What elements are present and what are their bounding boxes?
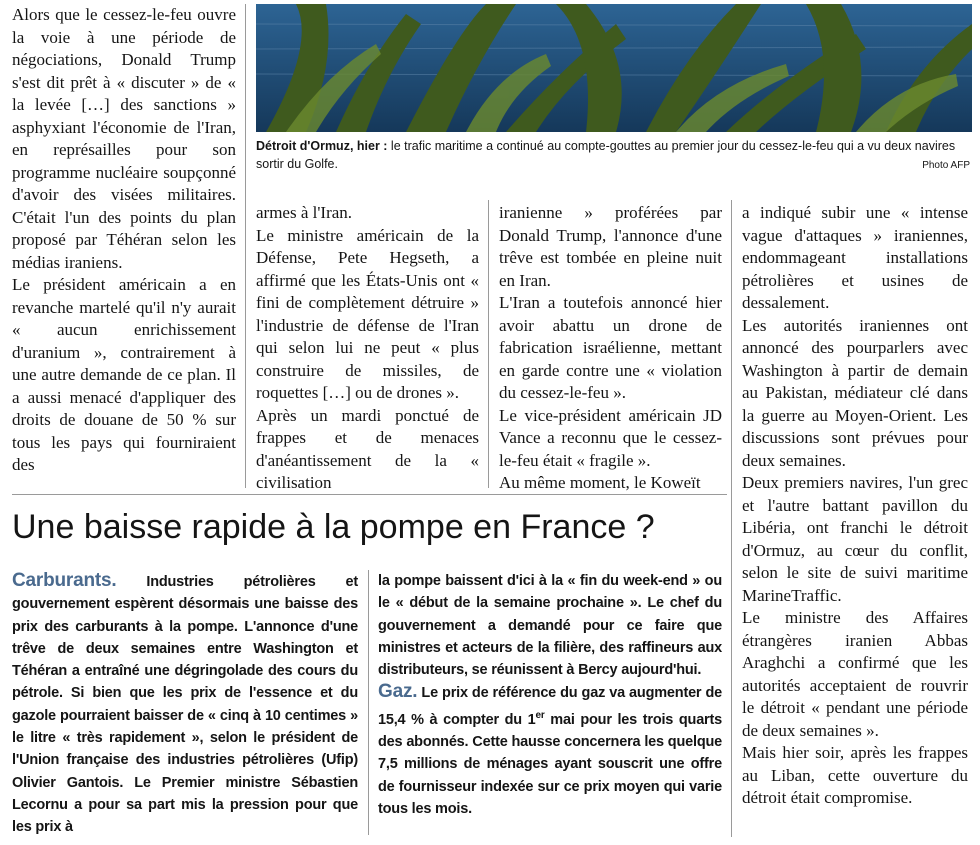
- brief-column-1: [12, 570, 358, 839]
- kicker-gaz: Gaz.: [378, 681, 418, 703]
- column-rule: [368, 570, 369, 835]
- paragraph: L'Iran a toutefois annoncé hier avoir abattu un drone de fabrication israélienne, mettant en garde contre une « violation du cessez-le-feu ».: [499, 293, 722, 402]
- brief-text: la pompe baissent d'ici à la « fin du week-end » ou le « début de la semaine prochaine ». Le chef du gouvernement a demandé pour ce faire que ministres et acteurs de la filière, des raffineurs aux distributeurs, se réunissent à Bercy aujourd'hui.: [378, 573, 722, 679]
- paragraph: a indiqué subir une « intense vague d'attaques » iraniennes, endommageant installations pétrolières et usines de dessalement.: [742, 203, 968, 312]
- paragraph: armes à l'Iran.: [256, 203, 353, 222]
- palm-trees-image: [256, 4, 972, 132]
- brief-column-2: [378, 570, 722, 820]
- paragraph: iranienne » proférées par Donald Trump, l'annonce d'une trêve est tombée en pleine nuit en Iran.: [499, 203, 722, 290]
- paragraph: Le vice-président américain JD Vance a reconnu que le cessez-le-feu était « fragile ».: [499, 405, 722, 470]
- headline: Une baisse rapide à la pompe en France ?: [12, 508, 655, 546]
- caption-text: le trafic maritime a continué au compte-gouttes au premier jour du cessez-le-feu qui a vu deux navires sortir du Golfe.: [256, 139, 956, 171]
- paragraph: Deux premiers navires, l'un grec et l'autre battant pavillon du Libéria, ont franchi le détroit d'Ormuz, au cœur du conflit, selon le site de suivi maritime MarineTraffic.: [742, 473, 968, 605]
- paragraph: Le ministre des Affaires étrangères iranien Abbas Araghchi a confirmé que les autorités acceptaient de rouvrir le détroit « pendant une période de deux semaines ».: [742, 608, 968, 740]
- column-rule: [245, 4, 246, 488]
- superscript: er: [535, 709, 545, 721]
- paragraph: Le ministre américain de la Défense, Pete Hegseth, a affirmé que les États-Unis ont « fini de complètement détruire » l'industrie de défense de l'Iran qui selon lui ne peut « plus construire de missiles, de roquettes […] ou de drones ».: [256, 225, 479, 402]
- column-rule: [488, 200, 489, 488]
- paragraph: Alors que le cessez-le-feu ouvre la voie à une période de négociations, Donald Trump s'est dit prêt à « discuter » de « la levée […] des sanctions » asphyxiant l'économie de l'Iran, en représailles pour son programme nucléaire soupçonné d'avoir des visées militaires. C'était l'un des points du plan proposé par Téhéran selon les médias iraniens.: [12, 5, 236, 272]
- article-column-2: [256, 202, 479, 495]
- photo-caption: [256, 137, 972, 173]
- column-rule: [731, 200, 732, 837]
- paragraph: Les autorités iraniennes ont annoncé des pourparlers avec Washington à partir de demain au Pakistan, médiateur clé dans la guerre au Moyen-Orient. Les discussions sont prévues pour deux semaines.: [742, 315, 968, 470]
- section-rule: [12, 494, 727, 495]
- paragraph: Mais hier soir, après les frappes au Liban, cette ouverture du détroit était compromise.: [742, 743, 968, 807]
- paragraph: Au même moment, le Koweït: [499, 473, 701, 492]
- paragraph: Après un mardi ponctué de frappes et de menaces d'anéantissement de la « civilisation: [256, 405, 479, 492]
- article-column-4: [742, 202, 968, 810]
- paragraph: Le président américain a en revanche martelé qu'il n'y aurait « aucun enrichissement d'uranium », contrairement à une autre demande de ce plan. Il a aussi menacé d'appliquer des droits de douane de 50 % sur tous les pays qui fourniraient des: [12, 275, 236, 474]
- caption-title: Détroit d'Ormuz, hier :: [256, 139, 388, 153]
- kicker-carburants: Carburants.: [12, 570, 117, 591]
- brief-text: Industries pétrolières et gouvernement espèrent désormais une baisse des prix des carburants à la pompe. L'annonce d'une trêve de deux semaines entre Washington et Téhéran a entraîné une dégringolade des cours du pétrole. Si bien que les prix de l'essence et du gazole pourraient baisser de « cinq à 10 centimes » le litre « très rapidement », selon le président de l'Union française des industries pétrolières (Ufip) Olivier Gantois. Le Premier ministre Sébastien Lecornu a pour sa part mis la pression pour que les prix à: [12, 574, 358, 836]
- brief-text: Le prix de référence du gaz va augmenter de 15,4 % à compter du 1: [378, 685, 722, 728]
- brief-text: mai pour les trois quarts des abonnés. Cette hausse concernera les quelque 7,5 millions de ménages ayant souscrit une offre de fournisseur indexée sur ce prix moyen qui varie tous les mois.: [378, 711, 722, 817]
- photo-credit: Photo AFP: [922, 160, 970, 171]
- article-column-1: [12, 4, 236, 477]
- strait-of-hormuz-photo: [256, 4, 972, 132]
- article-column-3: [499, 202, 722, 495]
